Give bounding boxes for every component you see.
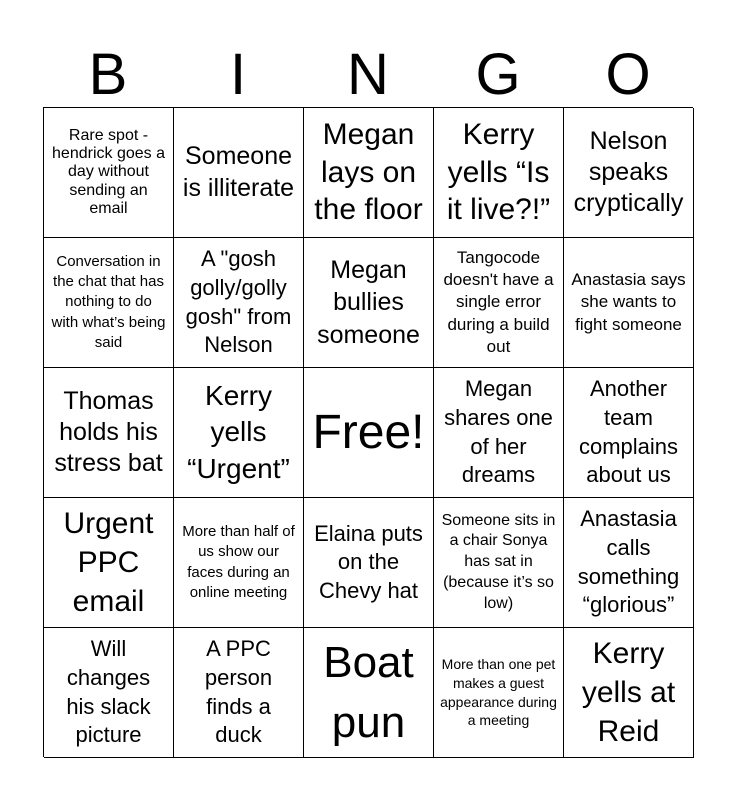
bingo-cell[interactable] <box>434 238 564 368</box>
bingo-cell[interactable] <box>304 238 434 368</box>
bingo-cell[interactable] <box>44 108 174 238</box>
cell-text: Thomas holds his stress bat <box>54 386 163 478</box>
cell-text: Megan shares one of her dreams <box>444 376 553 488</box>
cell-text: Free! <box>312 405 425 459</box>
bingo-cell[interactable] <box>434 108 564 238</box>
bingo-cell[interactable] <box>434 628 564 758</box>
bingo-cell[interactable] <box>174 368 304 498</box>
free-space[interactable] <box>304 368 434 498</box>
cell-text: Kerry yells at Reid <box>581 637 676 748</box>
bingo-cell[interactable] <box>174 108 304 238</box>
cell-text: More than half of us show our faces during an online meeting <box>182 523 295 601</box>
cell-text: Another team complains about us <box>578 376 679 488</box>
cell-text: Will changes his slack picture <box>66 636 151 748</box>
cell-text: Conversation in the chat that has nothing to do with what’s being said <box>51 252 166 351</box>
bingo-header <box>43 40 693 110</box>
bingo-cell[interactable] <box>304 108 434 238</box>
bingo-cell[interactable] <box>564 498 694 628</box>
cell-text: Someone is illiterate <box>182 142 295 202</box>
bingo-cell[interactable] <box>564 238 694 368</box>
bingo-cell[interactable] <box>44 628 174 758</box>
bingo-cell[interactable] <box>304 498 434 628</box>
bingo-cell[interactable] <box>44 498 174 628</box>
cell-text: Kerry yells “Urgent” <box>187 379 290 484</box>
cell-text: More than one pet makes a guest appearance during a meeting <box>440 655 557 729</box>
cell-text: Anastasia says she wants to fight someone <box>571 270 686 334</box>
bingo-cell[interactable] <box>174 238 304 368</box>
header-letter-g: G <box>475 42 521 107</box>
cell-text: A PPC person finds a duck <box>204 636 273 748</box>
header-letter-n: N <box>347 42 389 107</box>
cell-text: Someone sits in a chair Sonya has sat in (because it’s so low) <box>441 511 556 612</box>
cell-text: Anastasia calls something “glorious” <box>577 506 680 618</box>
bingo-cell[interactable] <box>564 108 694 238</box>
cell-text: Kerry yells “Is it live?!” <box>446 118 551 227</box>
bingo-cell[interactable] <box>44 368 174 498</box>
bingo-cell[interactable] <box>434 368 564 498</box>
header-letter-o: O <box>605 42 651 107</box>
cell-text: A "gosh golly/golly gosh" from Nelson <box>185 246 292 358</box>
cell-text: Elaina puts on the Chevy hat <box>314 520 423 603</box>
cell-text: Nelson speaks cryptically <box>573 126 684 218</box>
bingo-cell[interactable] <box>434 498 564 628</box>
cell-text: Megan bullies someone <box>317 255 420 349</box>
bingo-cell[interactable] <box>174 498 304 628</box>
bingo-cell[interactable] <box>174 628 304 758</box>
header-letter-b: B <box>88 42 128 107</box>
bingo-board <box>43 107 693 757</box>
bingo-cell[interactable] <box>44 238 174 368</box>
cell-text: Tangocode doesn't have a single error during a build out <box>443 248 554 356</box>
bingo-cell[interactable] <box>304 628 434 758</box>
bingo-cell[interactable] <box>564 368 694 498</box>
cell-text: Boat pun <box>323 638 414 747</box>
header-letter-i: I <box>229 42 247 107</box>
cell-text: Megan lays on the floor <box>314 118 423 227</box>
cell-text: Rare spot - hendrick goes a day without sending an email <box>52 126 165 218</box>
bingo-cell[interactable] <box>564 628 694 758</box>
cell-text: Urgent PPC email <box>63 507 154 618</box>
